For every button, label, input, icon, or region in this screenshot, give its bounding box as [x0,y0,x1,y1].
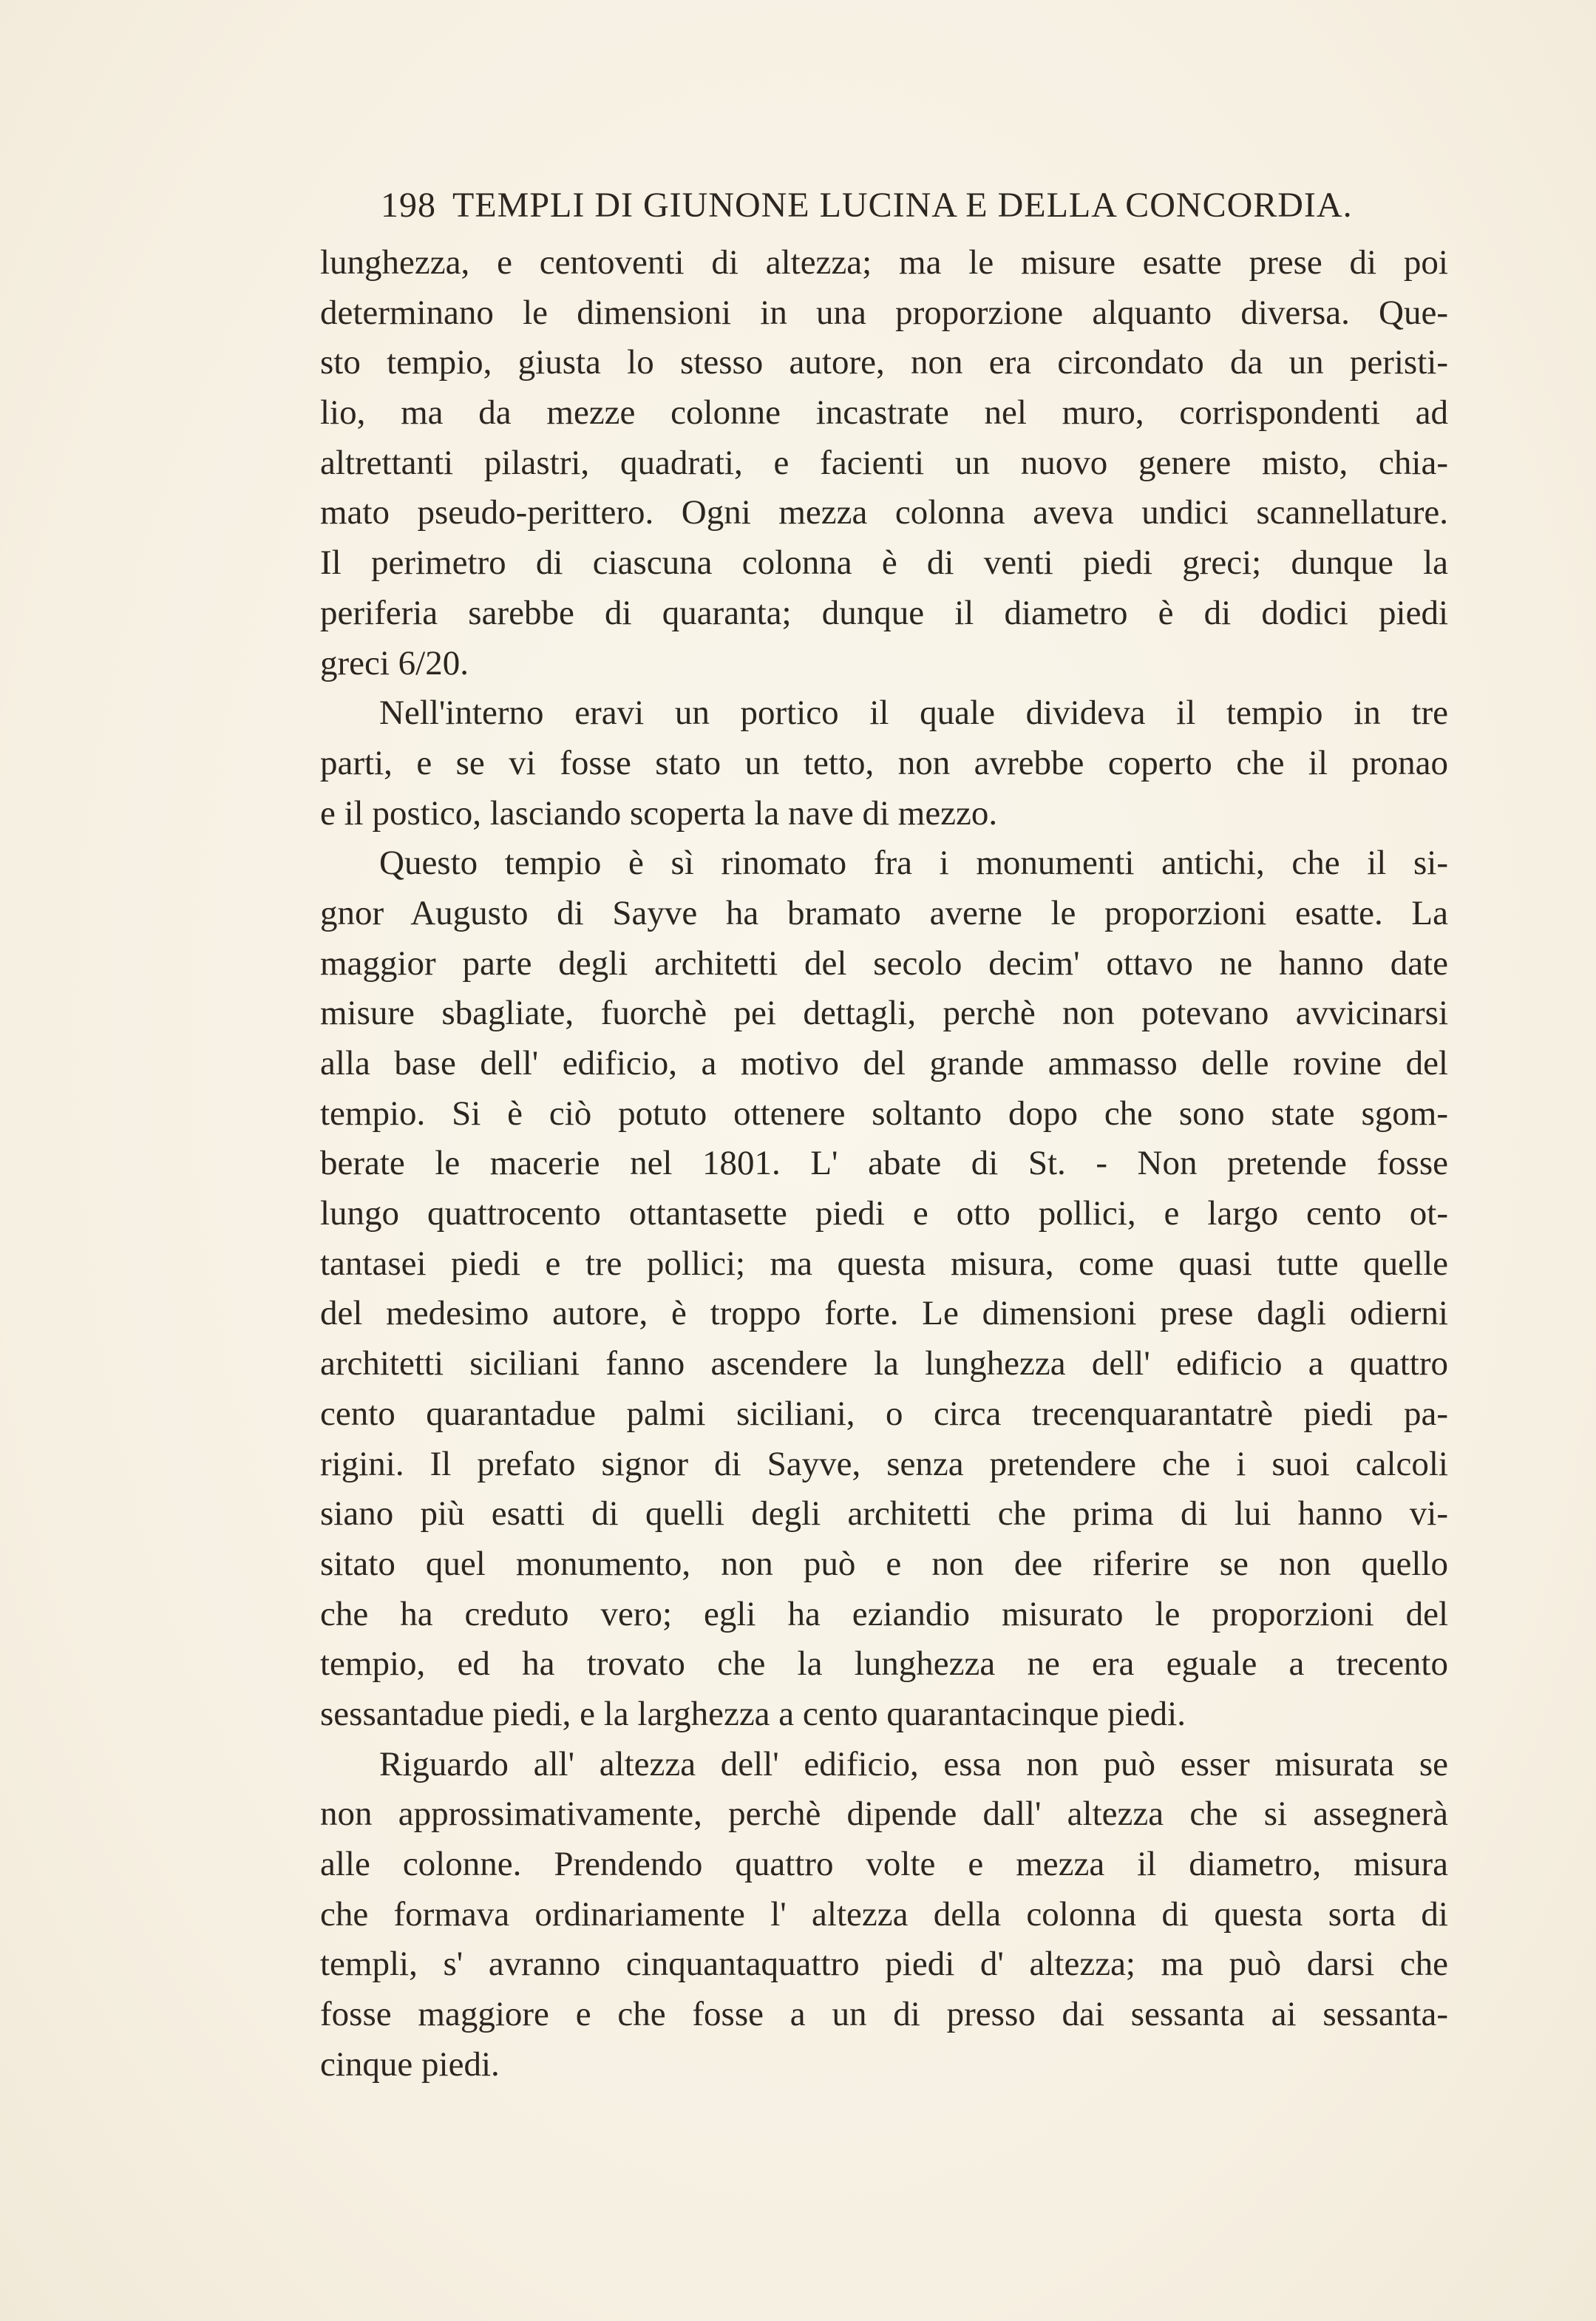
text-line: rigini. Il prefato signor di Sayve, senza pretendere che i suoi calcoli [320,1444,1448,1483]
text-line: del medesimo autore, è troppo forte. Le dimensioni prese dagli odierni [320,1294,1448,1333]
text-line: gnor Augusto di Sayve ha bramato averne le proporzioni esatte. La [320,893,1448,932]
paragraph [320,688,1448,838]
text-line: Questo tempio è sì rinomato fra i monumenti antichi, che il si- [379,844,1448,883]
text-line: Nell'interno eravi un portico il quale divideva il tempio in tre [379,694,1448,733]
text-line: alle colonne. Prendendo quattro volte e mezza il diametro, misura [320,1845,1448,1883]
text-line: non approssimativamente, perchè dipende dall' altezza che si assegnerà [320,1795,1448,1834]
paragraph [320,1740,1448,2090]
text-line: parti, e se vi fosse stato un tetto, non avrebbe coperto che il pronao [320,743,1448,782]
text-line: berate le macerie nel 1801. L' abate di St. - Non pretende fosse [320,1144,1448,1183]
text-line: tantasei piedi e tre pollici; ma questa misura, come quasi tutte quelle [320,1244,1448,1283]
text-line: sitato quel monumento, non può e non dee riferire se non quello [320,1544,1448,1583]
text-line: sessantadue piedi, e la larghezza a cento quarantacinque piedi. [320,1694,1186,1733]
text-line: tempio, ed ha trovato che la lunghezza ne era eguale a trecento [320,1644,1448,1684]
text-line: che formava ordinariamente l' altezza della colonna di questa sorta di [320,1894,1448,1934]
text-line: e il postico, lasciando scoperta la nave di mezzo. [320,793,998,833]
text-line: tempio. Si è ciò potuto ottenere soltanto dopo che sono state sgom- [320,1094,1448,1133]
text-line: cento quarantadue palmi siciliani, o circa trecenquarantatrè piedi pa- [320,1394,1448,1433]
text-line: architetti siciliani fanno ascendere la lunghezza dell' edificio a quattro [320,1344,1448,1383]
text-line: determinano le dimensioni in una proporzione alquanto diversa. Que- [320,293,1448,332]
text-line: misure sbagliate, fuorchè pei dettagli, perchè non potevano avvicinarsi [320,994,1448,1033]
text-line: Il perimetro di ciascuna colonna è di venti piedi greci; dunque la [320,543,1448,583]
text-line: lio, ma da mezze colonne incastrate nel muro, corrispondenti ad [320,393,1448,433]
text-line: fosse maggiore e che fosse a un di presso dai sessanta ai sessanta- [320,1995,1448,2034]
paragraph [320,238,1448,688]
text-line: templi, s' avranno cinquantaquattro piedi d' altezza; ma può darsi che [320,1945,1448,1984]
text-line: lunghezza, e centoventi di altezza; ma le misure esatte prese di poi [320,243,1448,282]
text-line: greci 6/20. [320,643,469,682]
paragraph [320,838,1448,1739]
text-line: mato pseudo-perittero. Ogni mezza colonna aveva undici scannellature. [320,493,1448,532]
text-line: cinque piedi. [320,2044,500,2084]
text-line: alla base dell' edificio, a motivo del grande ammasso delle rovine del [320,1044,1448,1082]
body-text [320,238,1448,2090]
text-line: periferia sarebbe di quaranta; dunque il diametro è di dodici piedi [320,593,1448,632]
running-header [381,183,1416,228]
text-line: sto tempio, giusta lo stesso autore, non era circondato da un peristi- [320,343,1448,382]
text-line: lungo quattrocento ottantasette piedi e otto pollici, e largo cento ot- [320,1194,1448,1233]
page-number: 198 [381,186,436,225]
text-line: Riguardo all' altezza dell' edificio, essa non può esser misurata se [379,1744,1448,1783]
text-line: altrettanti pilastri, quadrati, e facienti un nuovo genere misto, chia- [320,443,1448,482]
text-line: siano più esatti di quelli degli architetti che prima di lui hanno vi- [320,1494,1448,1534]
running-title: TEMPLI DI GIUNONE LUCINA E DELLA CONCORDIA. [452,186,1353,225]
text-line: che ha creduto vero; egli ha eziandio misurato le proporzioni del [320,1594,1448,1633]
text-line: maggior parte degli architetti del secolo decim' ottavo ne hanno date [320,943,1448,983]
